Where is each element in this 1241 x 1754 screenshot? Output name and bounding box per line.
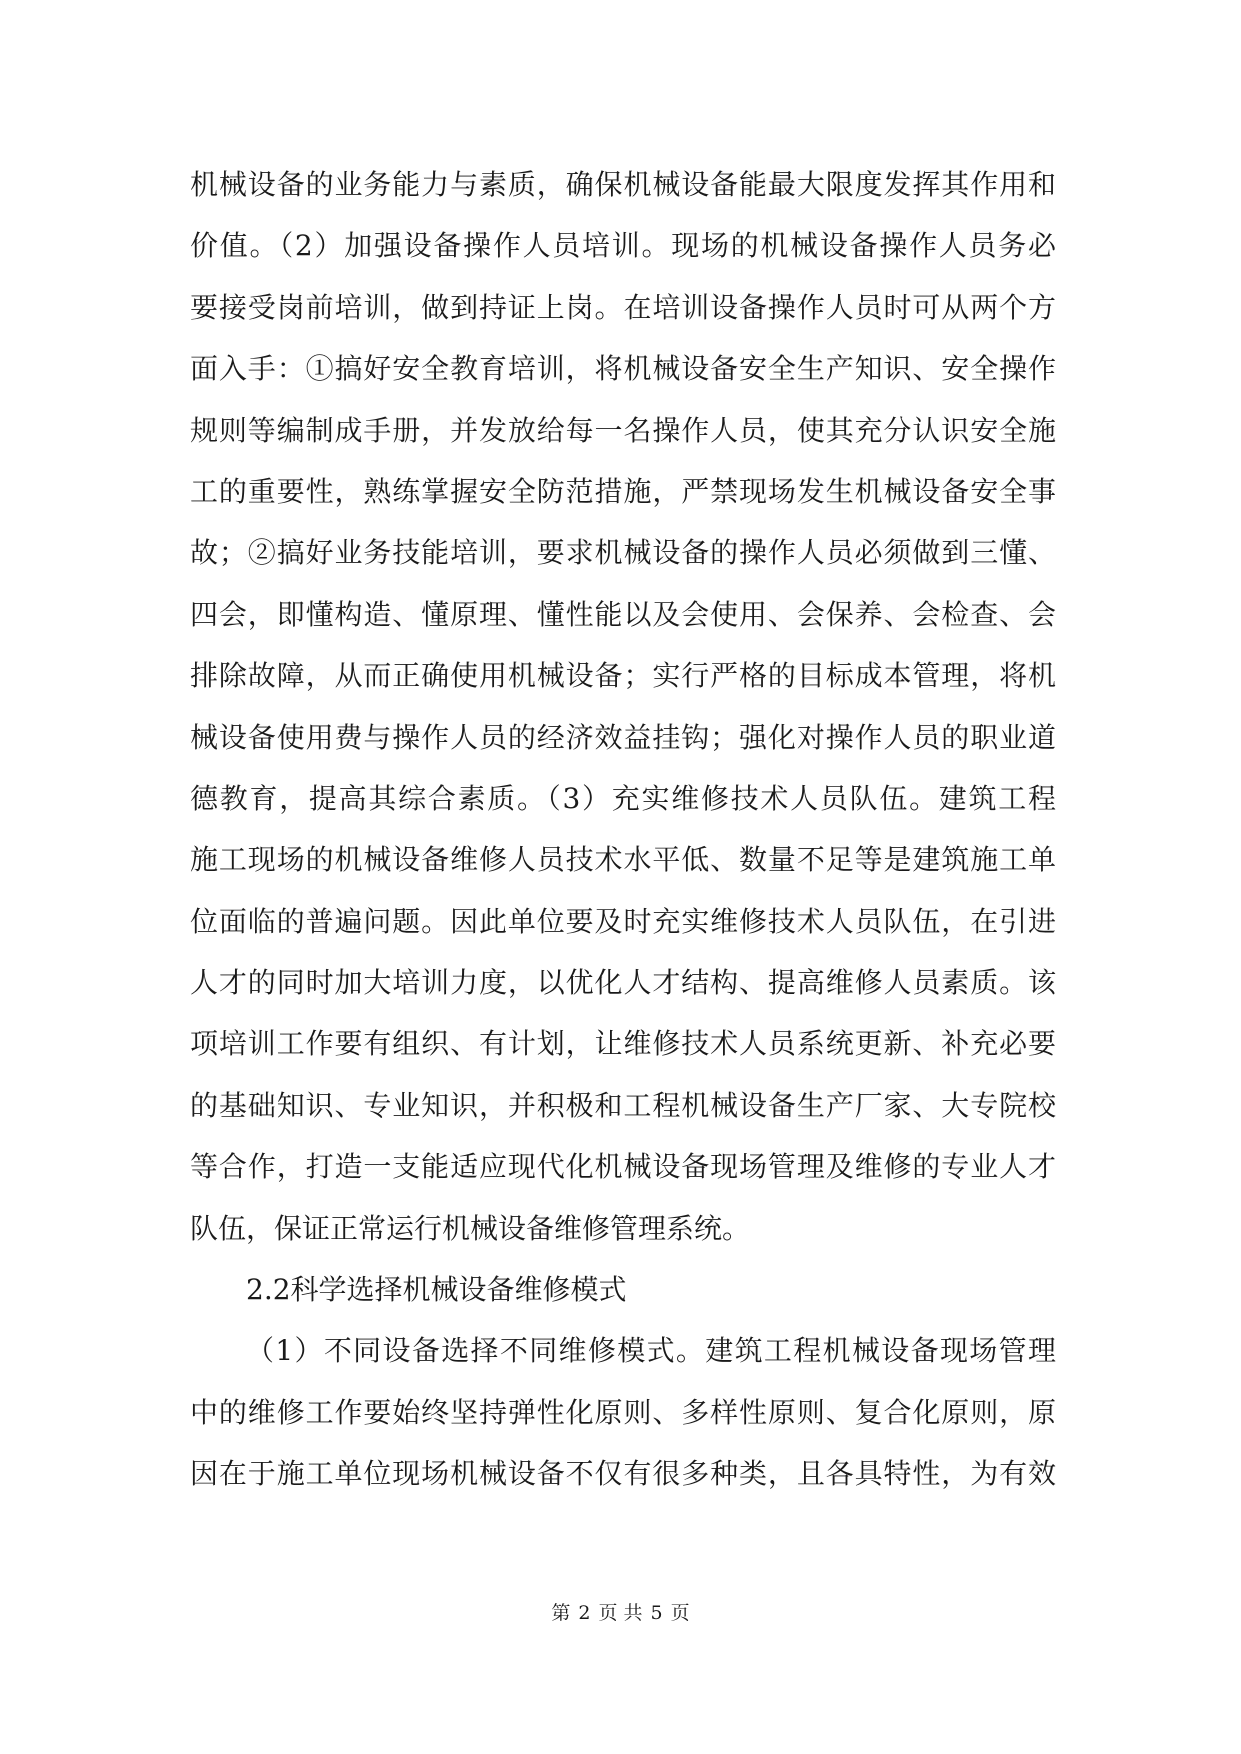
text-line: 面入手：①搞好安全教育培训，将机械设备安全生产知识、安全操作: [190, 352, 1056, 386]
text-line: 施工现场的机械设备维修人员技术水平低、数量不足等是建筑施工单: [190, 843, 1056, 877]
text-line: 德教育，提高其综合素质。（3）充实维修技术人员队伍。建筑工程: [190, 781, 1056, 815]
text-line: 工的重要性，熟练掌握安全防范措施，严禁现场发生机械设备安全事: [190, 474, 1056, 508]
text-line: 等合作，打造一支能适应现代化机械设备现场管理及维修的专业人才: [190, 1150, 1056, 1184]
text-line: （1）不同设备选择不同维修模式。建筑工程机械设备现场管理: [246, 1334, 1056, 1368]
text-line: 价值。（2）加强设备操作人员培训。现场的机械设备操作人员务必: [190, 229, 1056, 263]
text-line: 位面临的普遍问题。因此单位要及时充实维修技术人员队伍，在引进: [190, 904, 1056, 938]
text-line: 排除故障，从而正确使用机械设备；实行严格的目标成本管理，将机: [190, 659, 1056, 693]
total-page-number: 5: [650, 1602, 663, 1624]
text-line: 四会，即懂构造、懂原理、懂性能以及会使用、会保养、会检查、会: [190, 597, 1056, 631]
text-line: 要接受岗前培训，做到持证上岗。在培训设备操作人员时可从两个方: [190, 290, 1056, 324]
text-line: 械设备使用费与操作人员的经济效益挂钩；强化对操作人员的职业道: [190, 720, 1056, 754]
text-line: 的基础知识、专业知识，并积极和工程机械设备生产厂家、大专院校: [190, 1088, 1056, 1122]
text-line: 项培训工作要有组织、有计划，让维修技术人员系统更新、补充必要: [190, 1027, 1056, 1061]
text-line: 中的维修工作要始终坚持弹性化原则、多样性原则、复合化原则，原: [190, 1395, 1056, 1429]
section-heading: 2.2科学选择机械设备维修模式: [246, 1273, 627, 1307]
text-line: 因在于施工单位现场机械设备不仅有很多种类，且各具特性，为有效: [190, 1457, 1056, 1491]
text-line: 故；②搞好业务技能培训，要求机械设备的操作人员必须做到三懂、: [190, 536, 1056, 570]
footer-suffix: 页: [670, 1602, 690, 1624]
text-line: 机械设备的业务能力与素质，确保机械设备能最大限度发挥其作用和: [190, 168, 1056, 201]
body-text: [190, 154, 1056, 1505]
text-line: 人才的同时加大培训力度，以优化人才结构、提高维修人员素质。该: [190, 966, 1056, 1000]
text-line: 队伍，保证正常运行机械设备维修管理系统。: [190, 1211, 751, 1245]
text-line: 规则等编制成手册，并发放给每一名操作人员，使其充分认识安全施: [190, 413, 1056, 447]
current-page-number: 2: [578, 1602, 591, 1624]
footer-middle: 页 共: [598, 1602, 643, 1624]
page-footer: [0, 1598, 1241, 1625]
footer-prefix: 第: [551, 1602, 571, 1624]
